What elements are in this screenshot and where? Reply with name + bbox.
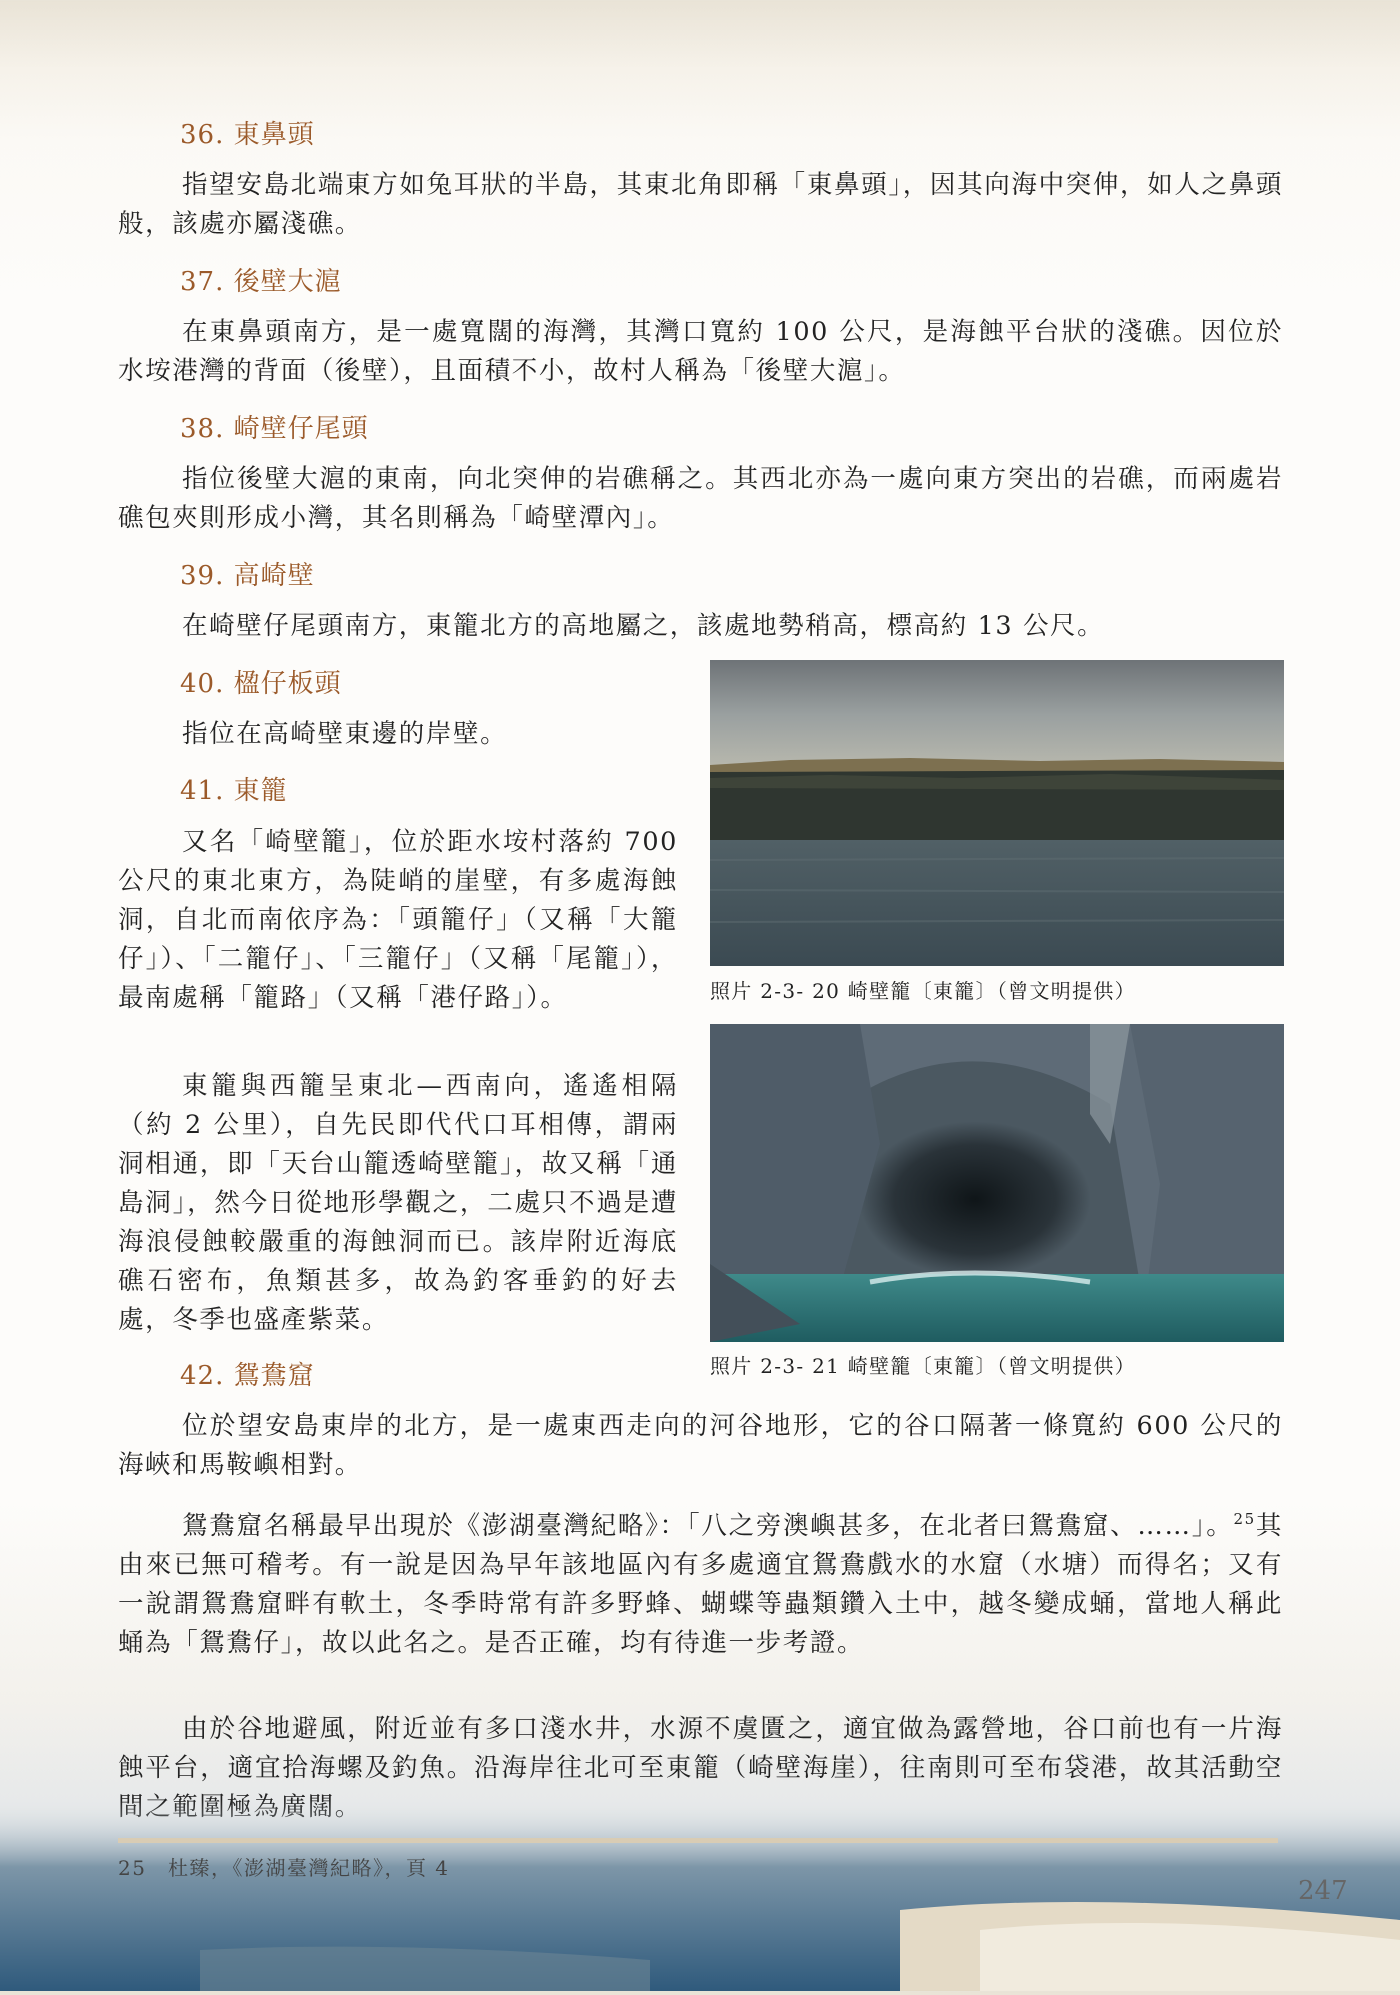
photo-cliff (710, 660, 1284, 966)
coast-image (0, 1800, 1400, 1991)
section-heading: 42. 鴛鴦窟 (180, 1361, 315, 1391)
photo-caption: 照片 2-3- 21 崎壁籠〔東籠〕（曾文明提供） (710, 1354, 1136, 1378)
paragraph-text: 鴛鴦窟名稱最早出現於《澎湖臺灣紀略》：「八之旁澳嶼甚多，在北者曰鴛鴦窟、……」。 (182, 1511, 1234, 1541)
section-heading: 36. 東鼻頭 (180, 120, 315, 150)
section-heading: 41. 東籠 (180, 776, 288, 806)
paragraph: 指位在高崎壁東邊的岸壁。 (182, 719, 508, 749)
section-heading: 37. 後壁大滬 (180, 267, 342, 297)
paragraph-text: 其由來已無可稽考。有一說是因為早年該地區內有多處適宜鴛鴦戲水的水窟（水塘）而得名；又有一說謂鴛鴦窟畔有軟土，冬季時常有許多野蜂、蝴蝶等蟲類鑽入土中，越冬變成蛹，當地人稱此蛹為「鴛鴦仔」，故以此名之。是否正確，均有待進一步考證。 (118, 1511, 1283, 1658)
footnote-reference[interactable]: 25 (1233, 1510, 1256, 1528)
cliff-photo-image (710, 660, 1284, 966)
photo-sea-cave (710, 1024, 1284, 1342)
paragraph: 指位後壁大滬的東南，向北突伸的岩礁稱之。其西北亦為一處向東方突出的岩礁，而兩處岩礁包夾則形成小灣，其名則稱為「崎壁潭內」。 (118, 464, 1283, 533)
page-number: 247 (1298, 1876, 1348, 1906)
paragraph: 又名「崎壁籠」，位於距水垵村落約 700 公尺的東北東方，為陡峭的崖壁，有多處海蝕洞，自北而南依序為：「頭籠仔」（又稱「大籠仔」）、「二籠仔」、「三籠仔」（又稱「尾籠」），最南處稱「籠路」（又稱「港仔路」）。 (118, 827, 678, 1013)
section-heading: 38. 崎壁仔尾頭 (180, 414, 369, 444)
section-heading: 39. 高崎壁 (180, 561, 315, 591)
footnote: 25 杜臻，《澎湖臺灣紀略》，頁 4 (118, 1856, 450, 1880)
paragraph: 在崎壁仔尾頭南方，東籠北方的高地屬之，該處地勢稍高，標高約 13 公尺。 (182, 611, 1105, 641)
paragraph: 指望安島北端東方如兔耳狀的半島，其東北角即稱「東鼻頭」，因其向海中突伸，如人之鼻頭般，該處亦屬淺礁。 (118, 170, 1283, 239)
decorative-coast-background (0, 1800, 1400, 1991)
paragraph (118, 1500, 1283, 1663)
paragraph: 由於谷地避風，附近並有多口淺水井，水源不虞匱之，適宜做為露營地，谷口前也有一片海蝕平台，適宜拾海螺及釣魚。沿海岸往北可至東籠（崎壁海崖），往南則可至布袋港，故其活動空 (118, 1714, 1283, 1783)
paragraph: 東籠與西籠呈東北—西南向，遙遙相隔（約 2 公里），自先民即代代口耳相傳，謂兩洞相通，即「天台山籠透崎壁籠」，故又稱「通島洞」，然今日從地形學觀之，二處只不過是遭海浪侵蝕較嚴重的海蝕洞而已。該岸附近海底礁石密布，魚類甚多，故為釣客垂釣的好去處，冬季也盛產紫菜。 (118, 1071, 678, 1335)
section-heading: 40. 楹仔板頭 (180, 669, 342, 699)
footnote-separator (118, 1838, 1278, 1843)
paragraph: 位於望安島東岸的北方，是一處東西走向的河谷地形，它的谷口隔著一條寬約 600 公尺的海峽和馬鞍嶼相對。 (118, 1411, 1283, 1480)
photo-caption: 照片 2-3- 20 崎壁籠〔東籠〕（曾文明提供） (710, 979, 1136, 1003)
sea-cave-photo-image (710, 1024, 1284, 1342)
paragraph: 在東鼻頭南方，是一處寬闊的海灣，其灣口寬約 100 公尺，是海蝕平台狀的淺礁。因位於水垵港灣的背面（後壁），且面積不小，故村人稱為「後壁大滬」。 (118, 317, 1283, 386)
